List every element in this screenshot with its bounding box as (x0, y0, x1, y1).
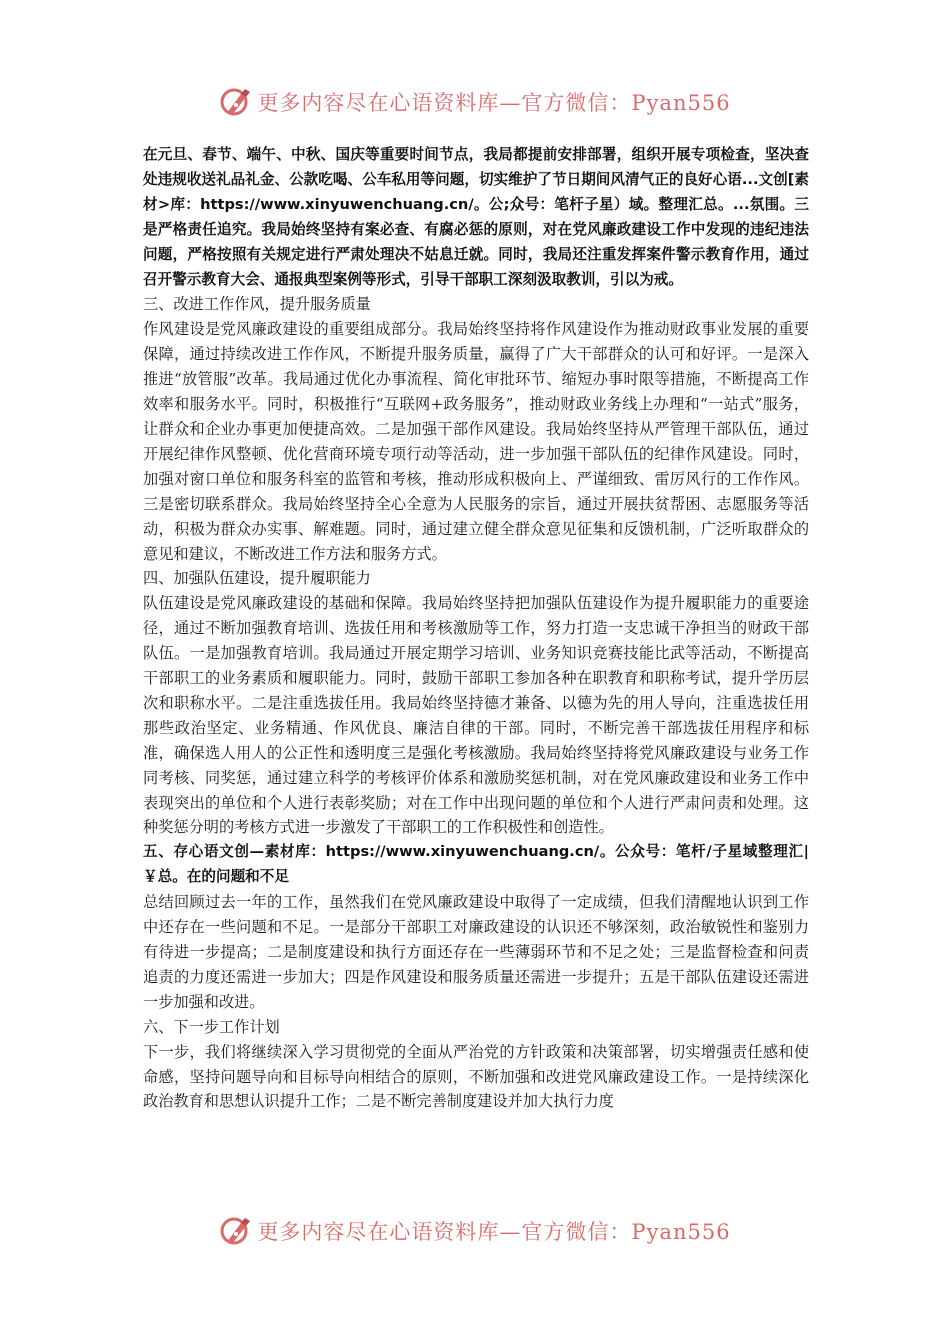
watermark-banner-top (0, 80, 950, 124)
watermark-banner-bottom (0, 1209, 950, 1253)
paragraph-problems: 总结回顾过去一年的工作，虽然我们在党风廉政建设中取得了一定成绩，但我们清醒地认识到工作中还存在一些问题和不足。一是部分干部职工对廉政建设的认识还不够深刻，政治敏锐性和鉴别力有待进一步提高；二是制度建设和执行方面还存在一些薄弱环节和不足之处；三是监督检查和问责追责的力度还需进一步加大；四是作风建设和服务质量还需进一步提升；五是干部队伍建设还需进一步加强和改进。 (143, 893, 809, 1011)
watermark-text: 更多内容尽在心语资料库—官方微信：Pyan556 (257, 1220, 731, 1244)
paragraph-work-style: 作风建设是党风廉政建设的重要组成部分。我局始终坚持将作风建设作为推动财政事业发展的重要保障，通过持续改进工作作风，不断提升服务质量，赢得了广大干部群众的认可和好评。一是深入推进“放管服”改革。我局通过优化办事流程、简化审批环节、缩短办事时限等措施，不断提高工作效率和服务水平。同时，积极推行“互联网+政务服务”，推动财政业务线上办理和“一站式”服务，让群众和企业办事更加便捷高效。二是加强干部作风建设。我局始终坚持从严管理干部队伍，通过开展纪律作风整顿、优化营商环境专项行动等活动，进一步加强干部队伍的纪律作风建设。同时，加强对窗口单位和服务科室的监管和考核，推动形成积极向上、严谨细致、雷厉风行的工作作风。三是密切联系群众。我局始终坚持全心全意为人民服务的宗旨，通过开展扶贫帮困、志愿服务等活动，积极为群众办实事、解难题。同时，通过建立健全群众意见征集和反馈机制，广泛听取群众的意见和建议，不断改进工作方法和服务方式。 (143, 320, 809, 563)
paragraph-next-steps: 下一步，我们将继续深入学习贯彻党的全面从严治党的方针政策和决策部署，切实增强责任感和使命感，坚持问题导向和目标导向相结合的原则，不断加强和改进党风廉政建设工作。一是持续深化政治教育和思想认识提升工作；二是不断完善制度建设并加大执行力度 (143, 1042, 809, 1111)
paragraph-enforcement: 在元旦、春节、端午、中秋、国庆等重要时间节点，我局都提前安排部署，组织开展专项检查，坚决查处违规收送礼品礼金、公款吃喝、公车私用等问题，切实维护了节日期间风清气正的良好心语...文创[素材>库：https://www.xinyuwenchuang.cn/。公;众号：笔杆子星）域。整理汇总。...氛围。三是严格责任追究。我局始终坚持有案必查、有腐必惩的原则，对在党风廉政建设工作中发现的违纪违法问题，严格按照有关规定进行严肃处理决不姑息迁就。同时，我局还注重发挥案件警示教育作用，通过召开警示教育大会、通报典型案例等形式，引导干部职工深刻汲取教训，引以为戒。 (143, 146, 809, 288)
document-body (143, 143, 809, 1114)
section-heading-3: 三、改进工作作风，提升服务质量 (143, 295, 371, 314)
pen-nib-logo-icon (219, 1214, 253, 1248)
paragraph-team-building: 队伍建设是党风廉政建设的基础和保障。我局始终坚持把加强队伍建设作为提升履职能力的重要途径，通过不断加强教育培训、选拔任用和考核激励等工作，努力打造一支忠诚干净担当的财政干部队伍。一是加强教育培训。我局通过开展定期学习培训、业务知识竞赛技能比武等活动，不断提高干部职工的业务素质和履职能力。同时，鼓励干部职工参加各种在职教育和职称考试，提升学历层次和职称水平。二是注重选拔任用。我局始终坚持德才兼备、以德为先的用人导向，注重选拔任用那些政治坚定、业务精通、作风优良、廉洁自律的干部。同时，不断完善干部选拔任用程序和标准，确保选人用人的公正性和透明度三是强化考核激励。我局始终坚持将党风廉政建设与业务工作同考核、同奖惩，通过建立科学的考核评价体系和激励奖惩机制，对在党风廉政建设和业务工作中表现突出的单位和个人进行表彰奖励；对在工作中出现问题的单位和个人进行严肃问责和处理。这种奖惩分明的考核方式进一步激发了干部职工的工作积极性和创造性。 (143, 594, 809, 837)
section-heading-6: 六、下一步工作计划 (143, 1017, 280, 1036)
pen-nib-logo-icon (219, 85, 253, 119)
watermark-text: 更多内容尽在心语资料库—官方微信：Pyan556 (257, 91, 731, 115)
section-heading-4: 四、加强队伍建设，提升履职能力 (143, 569, 371, 588)
section-heading-5: 五、存心语文创—素材库：https://www.xinyuwenchuang.cn/。公众号：笔杆/子星域整理汇|￥总。在的问题和不足 (143, 843, 809, 886)
